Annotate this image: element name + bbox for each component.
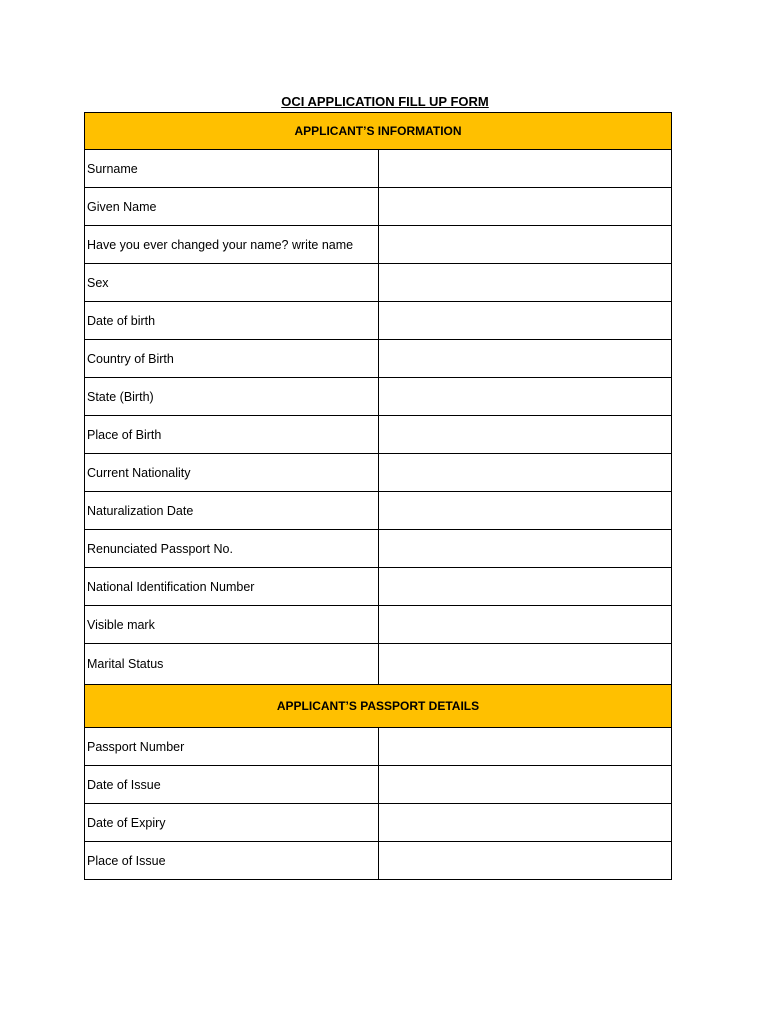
passport-number-field[interactable] [378, 728, 672, 766]
section-header-applicant-info [85, 113, 672, 150]
form-title: OCI APPLICATION FILL UP FORM [281, 94, 489, 109]
naturalization-date-field[interactable] [378, 492, 672, 530]
field-label: Marital Status [85, 644, 379, 685]
field-label: Surname [85, 150, 379, 188]
national-id-field[interactable] [378, 568, 672, 606]
surname-field[interactable] [378, 150, 672, 188]
field-label: Visible mark [85, 606, 379, 644]
field-label: National Identification Number [85, 568, 379, 606]
form-row [85, 492, 672, 530]
state-birth-field[interactable] [378, 378, 672, 416]
form-row [85, 728, 672, 766]
field-label: State (Birth) [85, 378, 379, 416]
field-label: Place of Birth [85, 416, 379, 454]
form-row [85, 264, 672, 302]
form-row [85, 804, 672, 842]
form-row [85, 842, 672, 880]
field-label: Sex [85, 264, 379, 302]
current-nationality-field[interactable] [378, 454, 672, 492]
visible-mark-field[interactable] [378, 606, 672, 644]
form-row [85, 530, 672, 568]
section-header-passport-details [85, 685, 672, 728]
field-label: Date of Issue [85, 766, 379, 804]
field-label: Place of Issue [85, 842, 379, 880]
date-of-birth-field[interactable] [378, 302, 672, 340]
sex-field[interactable] [378, 264, 672, 302]
given-name-field[interactable] [378, 188, 672, 226]
field-label: Renunciated Passport No. [85, 530, 379, 568]
marital-status-field[interactable] [378, 644, 672, 685]
form-row [85, 150, 672, 188]
form-row [85, 606, 672, 644]
form-row [85, 340, 672, 378]
date-of-issue-field[interactable] [378, 766, 672, 804]
form-row [85, 454, 672, 492]
field-label: Date of birth [85, 302, 379, 340]
field-label: Given Name [85, 188, 379, 226]
form-row [85, 568, 672, 606]
section-heading: APPLICANT’S INFORMATION [85, 113, 672, 150]
form-row [85, 302, 672, 340]
field-label: Date of Expiry [85, 804, 379, 842]
renunciated-passport-field[interactable] [378, 530, 672, 568]
field-label: Passport Number [85, 728, 379, 766]
form-row [85, 416, 672, 454]
application-form-table [84, 112, 672, 880]
field-label: Country of Birth [85, 340, 379, 378]
field-label: Current Nationality [85, 454, 379, 492]
field-label: Naturalization Date [85, 492, 379, 530]
form-row [85, 378, 672, 416]
form-row [85, 644, 672, 685]
date-of-expiry-field[interactable] [378, 804, 672, 842]
changed-name-field[interactable] [378, 226, 672, 264]
field-label: Have you ever changed your name? write name [85, 226, 379, 264]
form-row [85, 766, 672, 804]
section-heading: APPLICANT’S PASSPORT DETAILS [85, 685, 672, 728]
place-of-birth-field[interactable] [378, 416, 672, 454]
form-row [85, 188, 672, 226]
country-of-birth-field[interactable] [378, 340, 672, 378]
place-of-issue-field[interactable] [378, 842, 672, 880]
form-row [85, 226, 672, 264]
